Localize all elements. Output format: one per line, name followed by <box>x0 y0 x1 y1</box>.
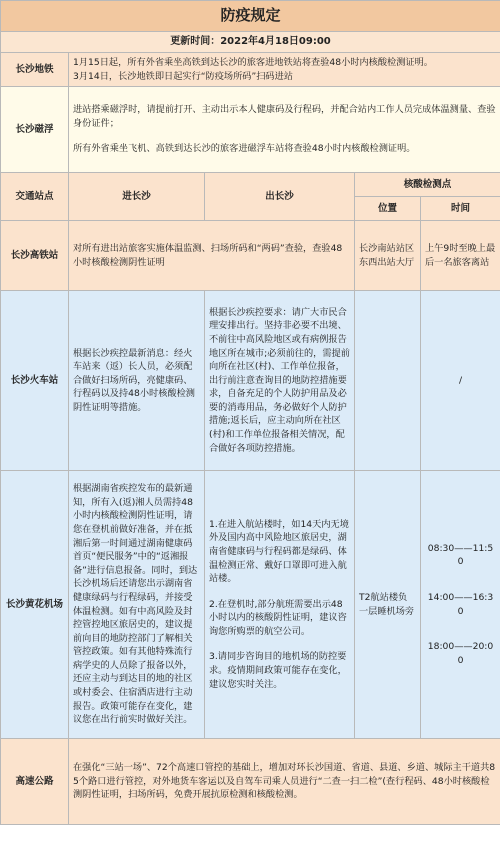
table-row-highway <box>1 739 500 825</box>
airport-times <box>421 471 500 739</box>
airport-station: 长沙黄花机场 <box>1 471 69 739</box>
table-row-airport <box>1 471 500 739</box>
metro-line-1: 1月15日起，所有外省乘坐高铁到达长沙的旅客进地铁站将查验48小时内核酸检测证明。 <box>73 56 433 68</box>
maglev-label: 长沙磁浮 <box>1 87 69 173</box>
airport-time-3: 18:00——20:00 <box>427 641 494 666</box>
header-leave: 出长沙 <box>205 173 355 221</box>
maglev-para-2: 所有外省乘坐飞机、高铁到达长沙的旅客进磁浮车站将查验48小时内核酸检测证明。 <box>73 143 416 155</box>
airport-time-2: 14:00——16:30 <box>427 591 494 617</box>
table-row-hsr <box>1 221 500 291</box>
airport-leave-1: 1.在进入航站楼时，如14天内无境外及国内高中风险地区旅居史，湖南省健康码与行程码都是绿码、体温检测正常、戴好口罩即可进入航站楼。 <box>209 518 349 585</box>
airport-leave-3: 3.请同步咨询目的地机场的防控要求。疫情期间政策可能存在变化，建议您实时关注。 <box>209 651 347 690</box>
highway-content: 在强化“三站一场”、72个高速口管控的基础上，增加对环长沙国道、省道、县道、乡道、城际主干道共85个路口进行管控，对外地货车客运以及自驾车司乘人员进行“二查一扫二检”(查行程码、48小时核酸检测阴性证明，扫场所码，免费开展抗原检测和核酸检测。 <box>69 739 500 825</box>
header-enter: 进长沙 <box>69 173 205 221</box>
hsr-location: 长沙南站站区东西出站大厅 <box>355 221 421 291</box>
table-row-train <box>1 291 500 471</box>
airport-enter: 根据湖南省疾控发布的最新通知，所有入(返)湘人员需持48小时内核酸检测阴性证明，请您在登机前做好准备，并在抵湘后第一时间通过湖南健康码首页“便民服务”中的“返湘报备”进行信息报备。同时，到达长沙机场后还请您出示湖南省健康绿码与行程绿码，并接受体温检测。如有中高风险及封控管控地区旅居史的，建议提前向目的地防控部门了解相关管控政策。如有其他特殊流行病学史的人员除了报备以外，还应主动与到达目的地的社区或村委会、住宿酒店进行主动报告。政策可能存在变化，建议您在出行前实时做好关注。 <box>69 471 205 739</box>
header-time: 时间 <box>421 197 500 221</box>
highway-station: 高速公路 <box>1 739 69 825</box>
airport-leave <box>205 471 355 739</box>
train-enter: 根据长沙疾控最新消息：经火车站来（返）长人员，必须配合做好扫场所码，亮健康码、行程码以及持48小时核酸检测阴性证明等措施。 <box>69 291 205 471</box>
hsr-time: 上午9时至晚上最后一名旅客离站 <box>421 221 500 291</box>
train-location <box>355 291 421 471</box>
header-station: 交通站点 <box>1 173 69 221</box>
hsr-station: 长沙高铁站 <box>1 221 69 291</box>
train-time: / <box>421 291 500 471</box>
header-test-point: 核酸检测点 <box>355 173 500 197</box>
maglev-row <box>1 87 500 173</box>
header-location: 位置 <box>355 197 421 221</box>
airport-location: T2航站楼负一层睡机场旁 <box>355 471 421 739</box>
train-leave: 根据长沙疾控要求：请广大市民合理安排出行。坚持非必要不出境、不前往中高风险地区或有病例报告地区所在城市;必须前往的，需提前向所在社区(村)、工作单位报备，出行前注意查询目的地防控措施要求，自备充足的个人防护用品及必要的消毒用品，务必做好个人防护措施;返长后，应主动向所在社区(村)和工作单位报备相关情况，配合做好各项防控措施。 <box>205 291 355 471</box>
page-title: 防疫规定 <box>1 1 500 32</box>
metro-row <box>1 53 500 87</box>
update-time: 更新时间：2022年4月18日09:00 <box>1 32 500 53</box>
hsr-enter: 对所有进出站旅客实施体温监测、扫场所码和“两码”查验，查验48小时核酸检测阴性证明 <box>69 221 355 291</box>
metro-content <box>69 53 500 87</box>
train-station: 长沙火车站 <box>1 291 69 471</box>
metro-line-2: 3月14日，长沙地铁即日起实行“防疫场所码”扫码进站 <box>73 70 293 82</box>
metro-label: 长沙地铁 <box>1 53 69 87</box>
maglev-content <box>69 87 500 173</box>
airport-leave-2: 2.在登机时,部分航班需要出示48小时以内的核酸阴性证明，建议咨询您所购票的航空公司。 <box>209 598 347 637</box>
airport-time-1: 08:30——11:50 <box>427 542 494 568</box>
maglev-para-1: 进站搭乘磁浮时，请提前打开、主动出示本人健康码及行程码，并配合站内工作人员完成体温测量、查验身份证件； <box>73 104 496 129</box>
